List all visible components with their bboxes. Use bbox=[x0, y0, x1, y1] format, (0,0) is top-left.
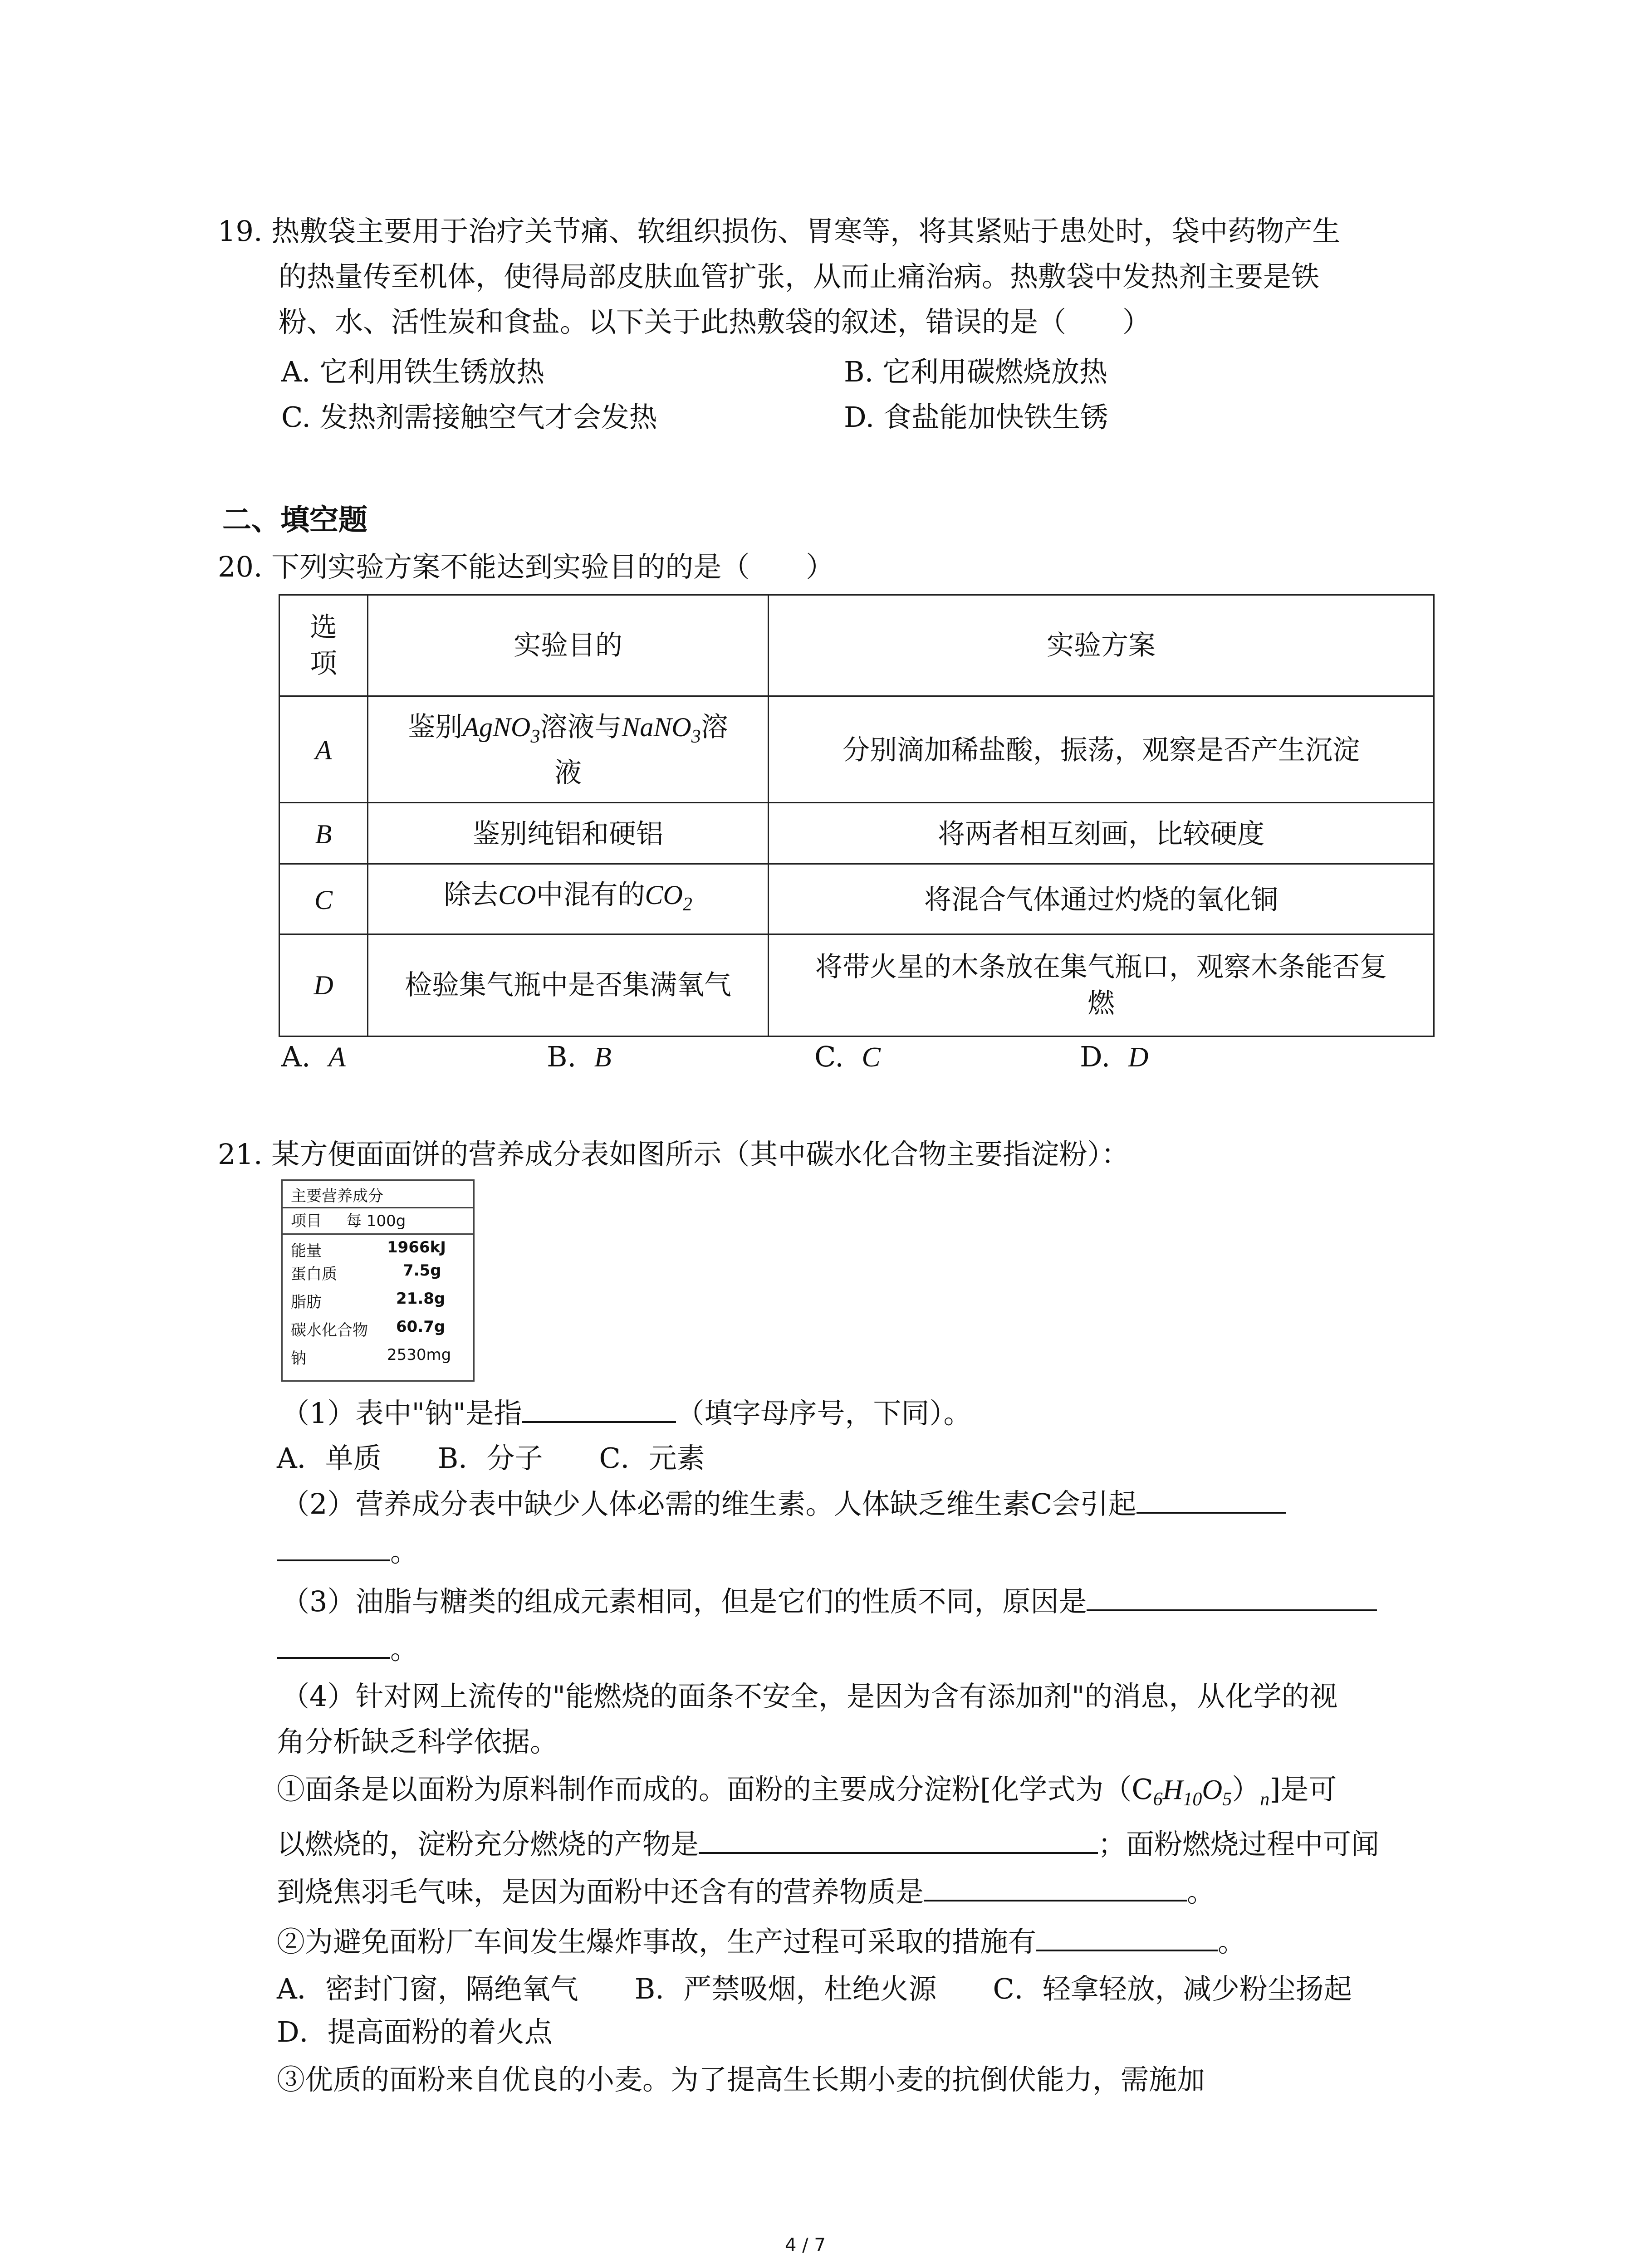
row-option: D bbox=[314, 970, 333, 1000]
table-row bbox=[280, 934, 1433, 1036]
nutrition-item-value: 60.7g bbox=[396, 1318, 446, 1336]
row-purpose-cell bbox=[368, 697, 769, 803]
nutrition-item-value: 1966kJ bbox=[387, 1238, 446, 1256]
part2-text: （2）营养成分表中缺少人体必需的维生素。人体缺乏维生素C会引起 bbox=[281, 1487, 1136, 1520]
q21-part3 bbox=[281, 1583, 1377, 1620]
q21-sub2 bbox=[277, 1923, 1246, 1960]
formula-subscript: 3 bbox=[691, 726, 701, 747]
q21-stem: 21. 某方便面面饼的营养成分表如图所示（其中碳水化合物主要指淀粉）： bbox=[218, 1138, 1130, 1171]
row-option-cell bbox=[280, 803, 368, 865]
row-option-cell bbox=[280, 865, 368, 935]
q21-part4-line1: （4）针对网上流传的"能燃烧的面条不安全，是因为含有添加剂"的消息，从化学的视 bbox=[281, 1680, 1338, 1713]
row-option-cell bbox=[280, 697, 368, 803]
part2-end: 。 bbox=[390, 1535, 419, 1568]
purpose-text: 除去 bbox=[444, 879, 499, 911]
nutrition-item-value: 2530mg bbox=[387, 1346, 451, 1364]
row-purpose: 检验集气瓶中是否集满氧气 bbox=[405, 969, 731, 1001]
answer-blank[interactable] bbox=[277, 1631, 390, 1659]
q21-part2-cont bbox=[277, 1533, 418, 1570]
nutrition-head-row bbox=[283, 1207, 473, 1232]
answer-blank[interactable] bbox=[924, 1873, 1187, 1901]
purpose-text: 中混有的 bbox=[536, 879, 645, 911]
sub1-text: 是可 bbox=[1280, 1773, 1337, 1806]
row-purpose-cell bbox=[368, 803, 769, 865]
nutrition-title-row bbox=[283, 1183, 473, 1207]
nutrition-head-key: 项目 bbox=[291, 1212, 322, 1230]
nutrition-item-key: 脂肪 bbox=[291, 1293, 322, 1311]
q20-answer-a: A. A bbox=[281, 1040, 346, 1073]
section-heading: 二、填空题 bbox=[222, 503, 367, 537]
nutrition-head-value: 每 100g bbox=[346, 1212, 406, 1230]
header-plan-cell bbox=[769, 596, 1433, 695]
formula-agno3: AgNO bbox=[462, 712, 531, 742]
answer-blank[interactable] bbox=[1136, 1486, 1286, 1514]
part1-text: （填字母序号，下同）。 bbox=[676, 1397, 972, 1430]
sub1-text: ；面粉燃烧过程中可闻 bbox=[1098, 1828, 1380, 1861]
row-purpose-line1 bbox=[408, 709, 728, 755]
row-plan-cell bbox=[769, 803, 1433, 865]
sub1-text: ①面条是以面粉为原料制作而成的。面粉的主要成分淀粉[化学式为（C bbox=[277, 1773, 1153, 1806]
q20-table bbox=[279, 594, 1435, 1037]
answer-blank[interactable] bbox=[699, 1826, 1098, 1854]
row-plan-cell bbox=[769, 935, 1433, 1036]
q20-answer-b: B. B bbox=[547, 1040, 612, 1073]
q20-answer-d: D. D bbox=[1080, 1040, 1149, 1073]
row-plan-line1: 将带火星的木条放在集气瓶口，观察木条能否复 bbox=[815, 951, 1387, 983]
formula-nano3: NaNO bbox=[622, 712, 691, 742]
sub1-text: 以燃烧的，淀粉充分燃烧的产物是 bbox=[277, 1828, 699, 1861]
formula-subscript: 3 bbox=[530, 726, 540, 747]
answer-blank[interactable] bbox=[1087, 1583, 1377, 1611]
part1-text: （1）表中"钠"是指 bbox=[281, 1397, 522, 1430]
q21-part4-line2: 角分析缺乏科学依据。 bbox=[277, 1725, 558, 1758]
table-header-row bbox=[280, 596, 1433, 695]
q19-line2: 的热量传至机体，使得局部皮肤血管扩张，从而止痛治病。热敷袋中发热剂主要是铁 bbox=[279, 260, 1320, 293]
q21-part1 bbox=[281, 1395, 972, 1432]
formula-co: CO bbox=[498, 880, 536, 910]
header-option-cell bbox=[280, 596, 368, 695]
answer-blank[interactable] bbox=[522, 1395, 676, 1423]
nutrition-item-row bbox=[283, 1290, 473, 1316]
formula-subscript: 2 bbox=[682, 894, 692, 915]
nutrition-item-row bbox=[283, 1261, 473, 1288]
q19-line3: 粉、水、活性炭和食盐。以下关于此热敷袋的叙述，错误的是（ ） bbox=[279, 305, 1151, 338]
q21-sub1-line3 bbox=[277, 1873, 1215, 1910]
nutrition-item-key: 能量 bbox=[291, 1242, 322, 1260]
answer-blank[interactable] bbox=[277, 1533, 390, 1561]
row-plan: 将混合气体通过灼烧的氧化铜 bbox=[924, 884, 1278, 916]
purpose-text: 鉴别 bbox=[408, 711, 463, 743]
part3-text: （3）油脂与糖类的组成元素相同，但是它们的性质不同，原因是 bbox=[281, 1585, 1087, 1618]
row-option: B bbox=[315, 819, 332, 849]
row-plan-cell bbox=[769, 697, 1433, 803]
nutrition-item-key: 钠 bbox=[291, 1349, 306, 1368]
sub2-text: ②为避免面粉厂车间发生爆炸事故，生产过程可采取的措施有 bbox=[277, 1925, 1037, 1958]
nutrition-item-value: 7.5g bbox=[403, 1261, 441, 1280]
q21-sub1-line2 bbox=[277, 1826, 1379, 1862]
q19-option-d: D. 食盐能加快铁生锈 bbox=[844, 401, 1108, 434]
table-row bbox=[280, 695, 1433, 803]
q20-answer-c: C. C bbox=[814, 1040, 881, 1073]
row-plan: 分别滴加稀盐酸，振荡，观察是否产生沉淀 bbox=[843, 734, 1360, 766]
row-purpose-cell bbox=[368, 935, 769, 1036]
page-number: 4 / 7 bbox=[785, 2235, 826, 2256]
row-plan-line2: 燃 bbox=[1087, 987, 1115, 1019]
table-row bbox=[280, 802, 1433, 865]
part3-end: 。 bbox=[390, 1633, 419, 1666]
row-plan-cell bbox=[769, 865, 1433, 935]
purpose-text: 溶 bbox=[700, 711, 728, 743]
row-option: C bbox=[314, 885, 333, 915]
row-plan: 将两者相互刻画，比较硬度 bbox=[938, 818, 1264, 850]
q21-sub2-options-line2: D．提高面粉的着火点 bbox=[277, 2015, 553, 2048]
nutrition-item-row bbox=[283, 1346, 473, 1372]
q21-part2 bbox=[281, 1486, 1286, 1522]
header-option-line2: 项 bbox=[310, 648, 337, 679]
row-purpose-line1 bbox=[444, 877, 692, 923]
table-row bbox=[280, 863, 1433, 935]
nutrition-item-row bbox=[283, 1318, 473, 1344]
q19-option-b: B. 它利用碳燃烧放热 bbox=[844, 355, 1107, 388]
header-purpose-cell bbox=[368, 596, 769, 695]
row-option-cell bbox=[280, 935, 368, 1036]
answer-blank[interactable] bbox=[1036, 1923, 1218, 1951]
row-purpose: 鉴别纯铝和硬铝 bbox=[473, 818, 663, 850]
sub2-text: 。 bbox=[1218, 1925, 1246, 1958]
header-option-line1: 选 bbox=[310, 611, 337, 643]
header-plan: 实验方案 bbox=[1047, 630, 1156, 661]
q19-line1: 19. 热敷袋主要用于治疗关节痛、软组织损伤、胃寒等，将其紧贴于患处时，袋中药物产生 bbox=[218, 215, 1341, 248]
q19-option-a: A. 它利用铁生锈放热 bbox=[281, 355, 545, 388]
nutrition-item-value: 21.8g bbox=[396, 1290, 446, 1308]
nutrition-item-key: 碳水化合物 bbox=[291, 1321, 368, 1339]
row-option: A bbox=[315, 735, 332, 765]
nutrition-title: 主要营养成分 bbox=[291, 1187, 383, 1205]
header-purpose: 实验目的 bbox=[514, 630, 622, 661]
q21-part3-cont bbox=[277, 1631, 418, 1667]
q21-sub3-line1: ③优质的面粉来自优良的小麦。为了提高生长期小麦的抗倒伏能力，需施加 bbox=[277, 2063, 1205, 2096]
purpose-text: 溶液与 bbox=[540, 711, 622, 743]
q19-option-c: C. 发热剂需接触空气才会发热 bbox=[281, 401, 657, 434]
row-purpose-cell bbox=[368, 865, 769, 935]
nutrition-table-image bbox=[281, 1179, 475, 1382]
formula-co2: CO bbox=[645, 880, 683, 910]
nutrition-item-row bbox=[283, 1233, 473, 1261]
q21-part1-options: A．单质 B．分子 C．元素 bbox=[277, 1442, 705, 1475]
q21-sub2-options-line1: A．密封门窗，隔绝氧气 B．严禁吸烟，杜绝火源 C．轻拿轻放，减少粉尘扬起 bbox=[277, 1972, 1352, 2005]
nutrition-item-key: 蛋白质 bbox=[291, 1265, 337, 1283]
row-purpose-line2: 液 bbox=[554, 757, 582, 789]
sub1-text: 到烧焦羽毛气味，是因为面粉中还含有的营养物质是 bbox=[277, 1875, 924, 1908]
sub1-text: 。 bbox=[1187, 1875, 1215, 1908]
q20-stem: 20. 下列实验方案不能达到实验目的的是（ ） bbox=[218, 550, 834, 583]
q21-sub1-line1: ①面条是以面粉为原料制作而成的。面粉的主要成分淀粉[化学式为$(C_6H_{10}O_5)_n$]是可 bbox=[277, 1773, 1337, 1810]
